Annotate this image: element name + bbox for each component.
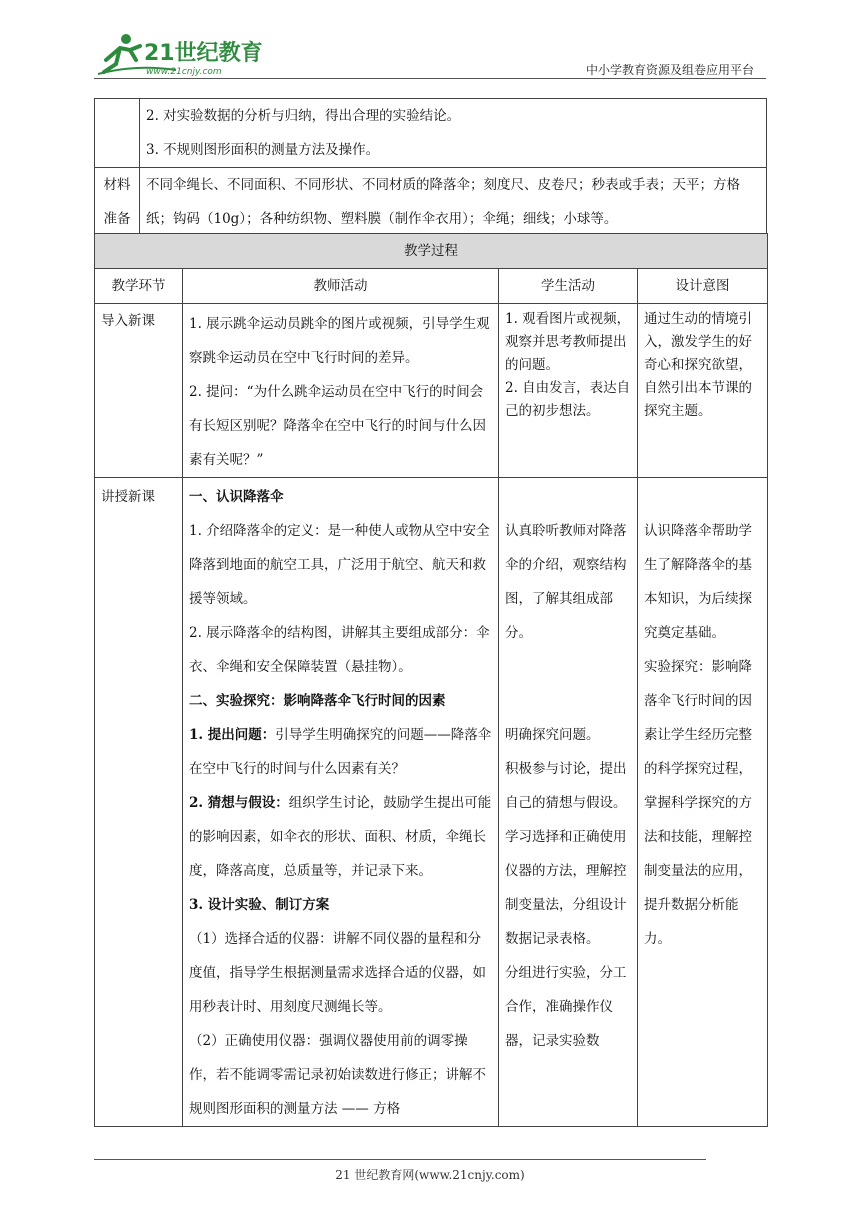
column-header: 教学环节 xyxy=(95,269,183,304)
objectives-row xyxy=(95,99,767,168)
teaching-process-table xyxy=(94,233,768,1127)
runner-logo-icon xyxy=(96,30,266,80)
design-intent-cell: 通过生动的情境引入，激发学生的好奇心和探究欲望，自然引出本节课的探究主题。 xyxy=(638,304,768,478)
objectives-label-cell xyxy=(95,99,140,168)
footer-divider xyxy=(94,1159,706,1160)
column-header-row xyxy=(95,269,768,304)
column-header: 设计意图 xyxy=(638,269,768,304)
process-title-row xyxy=(95,234,768,269)
svg-text:21世纪教育: 21世纪教育 xyxy=(144,41,263,66)
teacher-activity-cell: 1. 展示跳伞运动员跳伞的图片或视频，引导学生观察跳伞运动员在空中飞行时间的差异。 2. 提问：“为什么跳伞运动员在空中飞行的时间会有长短区别呢？降落伞在空中飞行的时间与什么因素有关呢？” xyxy=(183,304,499,478)
objectives-cell xyxy=(140,99,767,168)
section-heading: 一、认识降落伞 xyxy=(189,489,284,505)
process-title: 教学过程 xyxy=(95,234,768,269)
header-divider xyxy=(94,78,766,79)
materials-row xyxy=(95,168,767,237)
student-activity-cell: 认真聆听教师对降落伞的介绍，观察结构图，了解其组成部分。 明确探究问题。 积极参与讨论，提出自己的猜想与假设。 学习选择和正确使用仪器的方法，理解控制变量法，分组设计数据记录表格。 分组进行实验，分工合作，准确操作仪器，记录实验数 xyxy=(499,478,638,1127)
objective-item: 3. 不规则图形面积的测量方法及操作。 xyxy=(146,142,380,158)
stage-cell: 导入新课 xyxy=(95,304,183,478)
logo xyxy=(96,30,266,80)
student-activity-cell: 1. 观看图片或视频，观察并思考教师提出的问题。 2. 自由发言，表达自己的初步想法。 xyxy=(499,304,638,478)
design-intent-cell: 认识降落伞帮助学生了解降落伞的基本知识，为后续探究奠定基础。 实验探究：影响降落伞飞行时间的因素让学生经历完整的科学探究过程，掌握科学探究的方法和技能，理解控制变量法的应用，提升数据分析能力。 xyxy=(638,478,768,1127)
teacher-activity-cell: 一、认识降落伞 1. 介绍降落伞的定义：是一种使人或物从空中安全降落到地面的航空工具，广泛用于航空、航天和救援等领域。 2. 展示降落伞的结构图，讲解其主要组成部分：伞衣、伞绳和安全保障装置（悬挂物）。 二、实验探究：影响降落伞飞行时间的因素 1. 提出问题：引导学生明确探究的问题——降落伞在空中飞行的时间与什么因素有关？ 2. 猜想与假设：组织学生讨论，鼓励学生提出可能的影响因素，如伞衣的形状、面积、材质，伞绳长度，降落高度，总质量等，并记录下来。 3. 设计实验、制订方案 （1）选择合适的仪器：讲解不同仪器的量程和分度值，指导学生根据测量需求选择合适的仪器，如用秒表计时、用刻度尺测绳长等。 （2）正确使用仪器：强调仪器使用前的调零操作，若不能调零需记录初始读数进行修正；讲解不规则图形面积的测量方法 —— 方格 xyxy=(183,478,499,1127)
materials-cell: 不同伞绳长、不同面积、不同形状、不同材质的降落伞；刻度尺、皮卷尺；秒表或手表；天平；方格纸；钩码（10g）；各种纺织物、塑料膜（制作伞衣用）；伞绳；细线；小球等。 xyxy=(140,168,767,237)
section-heading: 二、实验探究：影响降落伞飞行时间的因素 xyxy=(189,693,446,709)
teach-row xyxy=(95,478,768,1127)
column-header: 学生活动 xyxy=(499,269,638,304)
stage-cell: 讲授新课 xyxy=(95,478,183,1127)
intro-row xyxy=(95,304,768,478)
footer-text: 21 世纪教育网(www.21cnjy.com) xyxy=(335,1168,525,1182)
objectives-materials-table xyxy=(94,98,767,237)
column-header: 教师活动 xyxy=(183,269,499,304)
header-platform-name: 中小学教育资源及组卷应用平台 xyxy=(585,63,754,77)
materials-label-cell: 材料 准备 xyxy=(95,168,140,237)
objective-item: 2. 对实验数据的分析与归纳，得出合理的实验结论。 xyxy=(146,108,461,124)
svg-text:www.21cnjy.com: www.21cnjy.com xyxy=(146,67,222,77)
